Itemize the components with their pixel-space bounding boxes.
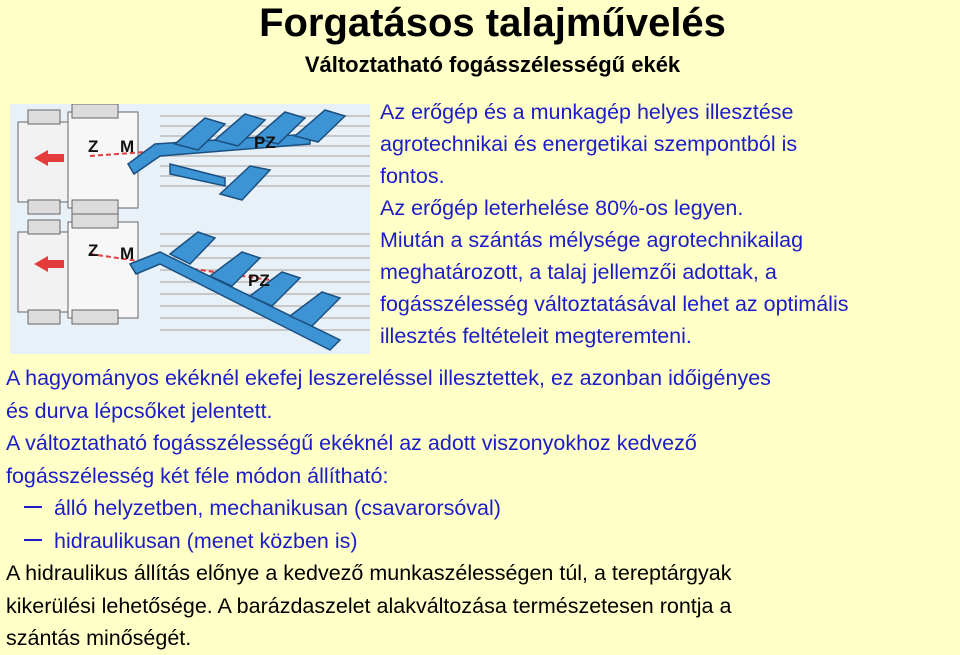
paragraph-line: A hidraulikus állítás előnye a kedvező munkaszélességen túl, a tereptárgyak (6, 561, 732, 585)
intro-text (380, 96, 960, 352)
intro-line: meghatározott, a talaj jellemzői adottak, a (380, 260, 777, 284)
slide-title: Forgatásos talajművelés (259, 1, 726, 45)
intro-line: fogásszélesség változtatásával lehet az optimális (380, 292, 849, 316)
intro-line: Az erőgép leterhelése 80%-os legyen. (380, 196, 744, 220)
paragraph-line: szántás minőségét. (6, 626, 192, 650)
paragraph-line: és durva lépcsőket jelentett. (6, 398, 273, 423)
label-pz-top: PZ (254, 133, 276, 152)
tractor-bottom (18, 214, 138, 324)
paragraph-line: kikerülési lehetősége. A barázdaszelet alakváltozása természetesen rontja a (6, 593, 732, 618)
bullet-text: hidraulikusan (menet közben is) (54, 528, 358, 553)
label-m-top: M (120, 137, 135, 156)
label-z-top: Z (88, 137, 99, 156)
label-m-bottom: M (120, 244, 135, 263)
intro-line: Az erőgép és a munkagép helyes illesztése (380, 100, 794, 124)
intro-line: Miután a szántás mélysége agrotechnikailag (380, 228, 804, 252)
dash-icon (24, 539, 42, 541)
bullet-text: álló helyzetben, mechanikusan (csavarorsóval) (54, 496, 501, 520)
label-z-bottom: Z (88, 241, 99, 260)
intro-line: illesztés feltételeit megteremteni. (380, 324, 692, 348)
paragraph-line: A hagyományos ekéknél ekefej leszereléssel illesztettek, ez azonban időigényes (6, 366, 771, 390)
dash-icon (24, 506, 42, 508)
plough-illustration (10, 104, 370, 354)
paragraph-line: A változtatható fogásszélességű ekéknél az adott viszonyokhoz kedvező (6, 431, 697, 455)
body-text (6, 362, 956, 655)
bullet-item (6, 492, 956, 525)
intro-line: fontos. (380, 164, 445, 188)
slide-subtitle: Változtatható fogásszélességű ekék (304, 52, 681, 77)
paragraph-line: fogásszélesség két féle módon állítható: (6, 463, 389, 488)
intro-line: agrotechnikai és energetikai szempontból is (380, 132, 798, 156)
label-pz-bottom: PZ (248, 271, 270, 290)
bullet-item (6, 525, 956, 558)
